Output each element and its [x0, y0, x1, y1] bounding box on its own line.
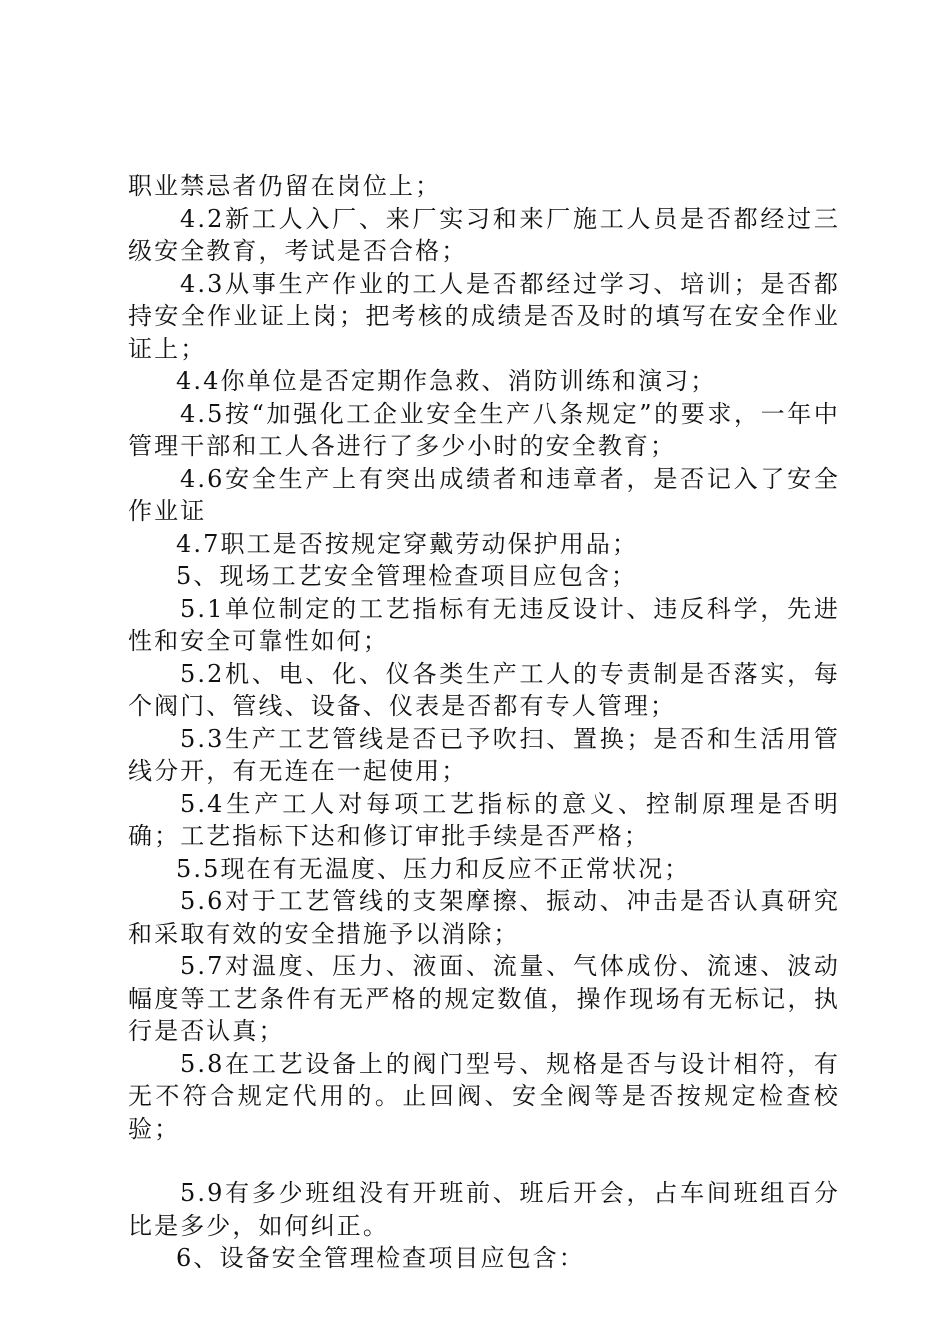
paragraph-1: 职业禁忌者仍留在岗位上； [128, 172, 442, 200]
paragraph-5-2: 5.2机、电、化、仪各类生产工人的专责制是否落实，每个阀门、管线、设备、仪表是否都有专人管理； [128, 659, 840, 720]
paragraph-5-4: 5.4生产工人对每项工艺指标的意义、控制原理是否明确；工艺指标下达和修订审批手续是否严格； [128, 789, 840, 850]
paragraph-5-9: 5.9有多少班组没有开班前、班后开会，占车间班组百分比是多少，如何纠正。 [128, 1179, 840, 1240]
paragraph-5-3: 5.3生产工艺管线是否已予吹扫、置换；是否和生活用管线分开，有无连在一起使用； [128, 724, 840, 785]
document-body [128, 170, 840, 1275]
paragraph-5-5: 5.5现在有无温度、压力和反应不正常状况； [176, 854, 691, 883]
paragraph-5-7: 5.7对温度、压力、液面、流量、气体成份、流速、波动幅度等工艺条件有无严格的规定数值，操作现场有无标记，执行是否认真； [128, 952, 840, 1045]
paragraph-4-3: 4.3从事生产作业的工人是否都经过学习、培训；是否都持安全作业证上岗；把考核的成绩是否及时的填写在安全作业证上； [128, 269, 840, 363]
paragraph-4-6: 4.6安全生产上有突出成绩者和违章者，是否记入了安全作业证 [128, 464, 840, 525]
paragraph-5-6: 5.6对于工艺管线的支架摩擦、振动、冲击是否认真研究和采取有效的安全措施予以消除； [128, 887, 840, 948]
paragraph-4-4: 4.4你单位是否定期作急救、消防训练和演习； [176, 367, 717, 395]
paragraph-4-2: 4.2新工人入厂、来厂实习和来厂施工人员是否都经过三级安全教育，考试是否合格； [128, 204, 840, 265]
paragraph-5-1: 5.1单位制定的工艺指标有无违反设计、违反科学，先进性和安全可靠性如何； [128, 594, 840, 655]
paragraph-5-8: 5.8在工艺设备上的阀门型号、规格是否与设计相符，有无不符合规定代用的。止回阀、安全阀等是否按规定检查校验； [128, 1049, 840, 1143]
paragraph-6: 6、设备安全管理检查项目应包含： [176, 1244, 585, 1272]
paragraph-4-5: 4.5按“加强化工企业安全生产八条规定”的要求，一年中管理干部和工人各进行了多少小时的安全教育； [128, 399, 840, 460]
paragraph-5: 5、现场工艺安全管理检查项目应包含； [176, 562, 638, 590]
paragraph-4-7: 4.7职工是否按规定穿戴劳动保护用品； [176, 529, 639, 558]
blank-line [128, 1145, 840, 1177]
